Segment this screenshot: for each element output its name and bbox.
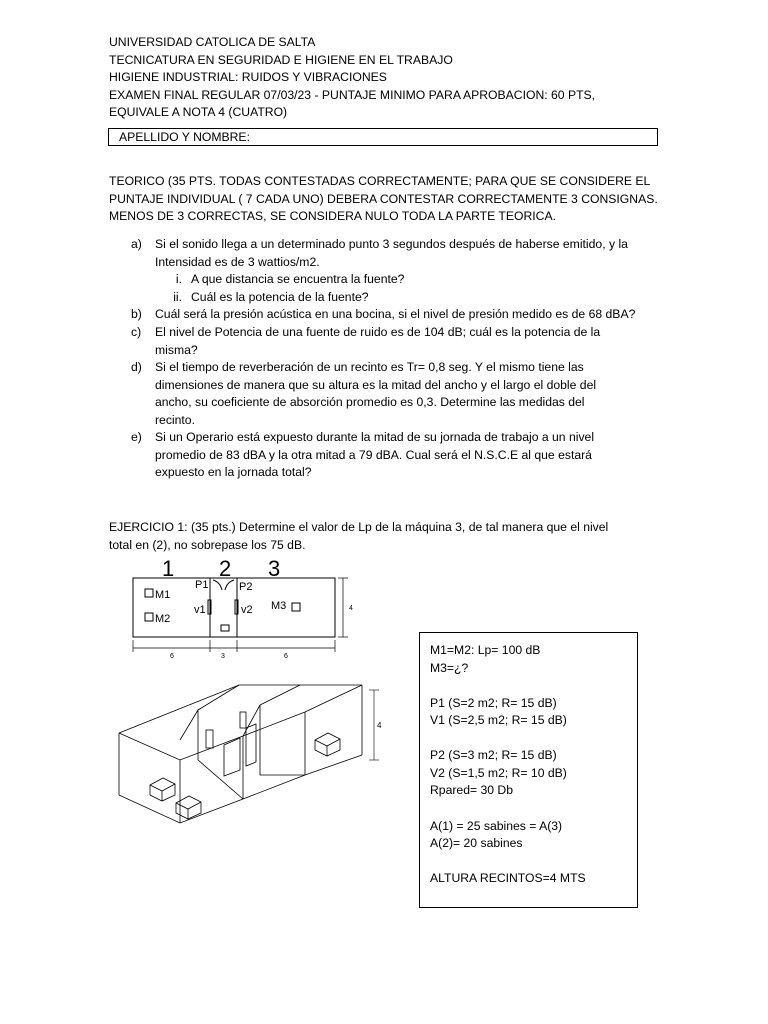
data-line: P1 (S=2 m2; R= 15 dB) [430,696,557,710]
room-3-label: 3 [268,556,281,581]
exercise-data-box [419,632,638,908]
iso-floor [119,733,362,823]
question-line: expuesto en la jornada total? [155,465,312,480]
window-v2-label: v2 [241,604,253,616]
question-line: El nivel de Potencia de una fuente de ruido es de 104 dB; cuál es la potencia de la [155,325,601,339]
dim-b-label: 3 [221,653,225,660]
course-name: HIGIENE INDUSTRIAL: RUIDOS Y VIBRACIONES [109,70,387,85]
plan-outline [133,578,335,637]
question-letter: a) [131,237,142,251]
data-line: M3=¿? [430,661,469,675]
iso-machine-m1 [150,778,175,801]
machine-m1-label: M1 [155,589,171,601]
question-line: Cuál será la presión acústica en una bocina, si el nivel de presión medido es de 68 dBA? [155,307,636,321]
question-letter: d) [131,360,142,374]
isometric-view [119,685,379,823]
iso-machine-m3 [315,733,340,756]
data-line: A(2)= 20 sabines [430,836,523,850]
sub-text: A que distancia se encuentra la fuente? [191,272,405,286]
window-v1-label: v1 [194,604,206,616]
theory-line-2: PUNTAJE INDIVIDUAL ( 7 CADA UNO) DEBERA CONTESTAR CORRECTAMENTE 3 CONSIGNAS. [109,191,658,206]
machine-m2-box [145,613,153,621]
data-line: P2 (S=3 m2; R= 15 dB) [430,748,557,762]
question-line: ancho, su coeficiente de absorción promedio es 0,3. Determine las medidas del [155,395,585,410]
question-letter: e) [131,430,142,444]
iso-door-p2 [246,724,256,766]
exercise-line-2: total en (2), no sobrepase los 75 dB. [109,537,306,552]
center-mark-box [221,625,229,631]
question-line: misma? [155,342,198,357]
name-label: APELLIDO Y NOMBRE: [119,130,250,144]
room-1-label: 1 [162,556,175,581]
dim-h-label: 4 [349,605,353,612]
door-arc-p2 [225,580,234,590]
data-line: V2 (S=1,5 m2; R= 10 dB) [430,766,567,780]
dim-c-label: 6 [284,653,288,660]
iso-back-edge [119,685,362,733]
question-letter: b) [131,307,142,321]
floor-plan-labels [155,556,353,660]
theory-line-3: MENOS DE 3 CORRECTAS, SE CONSIDERA NULO TODA LA PARTE TEORICA. [109,209,556,224]
door-p2-label: P2 [239,581,253,593]
sub-number: i. [175,272,182,286]
theory-line-1: TEORICO (35 PTS. TODAS CONTESTADAS CORRECTAMENTE; PARA QUE SE CONSIDERE EL [109,174,651,188]
question-line: Si el sonido llega a un determinado punto 3 segundos después de haberse emitido, y la [155,237,628,251]
machine-m2-label: M2 [155,613,171,625]
machine-m3-label: M3 [271,600,287,612]
room-2-label: 2 [219,556,232,581]
iso-window-v2 [240,712,246,728]
data-line: ALTURA RECINTOS=4 MTS [430,871,586,885]
door-arc-p1 [213,580,222,590]
dim-a-label: 6 [170,653,174,660]
machine-m1-box [145,589,153,597]
university-name: UNIVERSIDAD CATOLICA DE SALTA [109,35,316,49]
grade-equivalence: EQUIVALE A NOTA 4 (CUATRO) [109,105,288,120]
machine-m3-box [292,603,300,611]
question-line: Si un Operario está expuesto durante la mitad de su jornada de trabajo a un nivel [155,430,595,444]
question-letter: c) [131,325,142,339]
question-line: Si el tiempo de reverberación de un recinto es Tr= 0,8 seg. Y el mismo tiene las [155,360,584,374]
iso-dim-label: 4 [377,721,382,730]
question-line: recinto. [155,412,195,427]
data-line: M1=M2: Lp= 100 dB [430,643,541,657]
question-line: promedio de 83 dBA y la otra mitad a 79 dBA. Cual será el N.S.C.E al que estará [155,447,592,462]
door-p1-label: P1 [195,579,209,591]
iso-door-p1 [224,738,240,776]
data-line: Rpared= 30 Db [430,783,513,797]
exercise-line-1: EJERCICIO 1: (35 pts.) Determine el valor de Lp de la máquina 3, de tal manera que el nivel [109,520,609,534]
iso-wall-1 [180,710,243,799]
data-line: A(1) = 25 sabines = A(3) [430,819,563,833]
iso-window-v1 [206,730,213,748]
exam-info: EXAMEN FINAL REGULAR 07/03/23 - PUNTAJE MINIMO PARA APROBACION: 60 PTS, [109,87,596,102]
program-name: TECNICATURA EN SEGURIDAD E HIGIENE EN EL TRABAJO [109,52,453,67]
sub-number: ii. [173,290,182,304]
data-line: V1 (S=2,5 m2; R= 15 dB) [430,713,567,727]
question-line: Intensidad es de 3 wattios/m2. [155,254,320,269]
question-line: dimensiones de manera que su altura es la mitad del ancho y el largo el doble del [155,377,597,392]
sub-text: Cuál es la potencia de la fuente? [191,290,369,304]
